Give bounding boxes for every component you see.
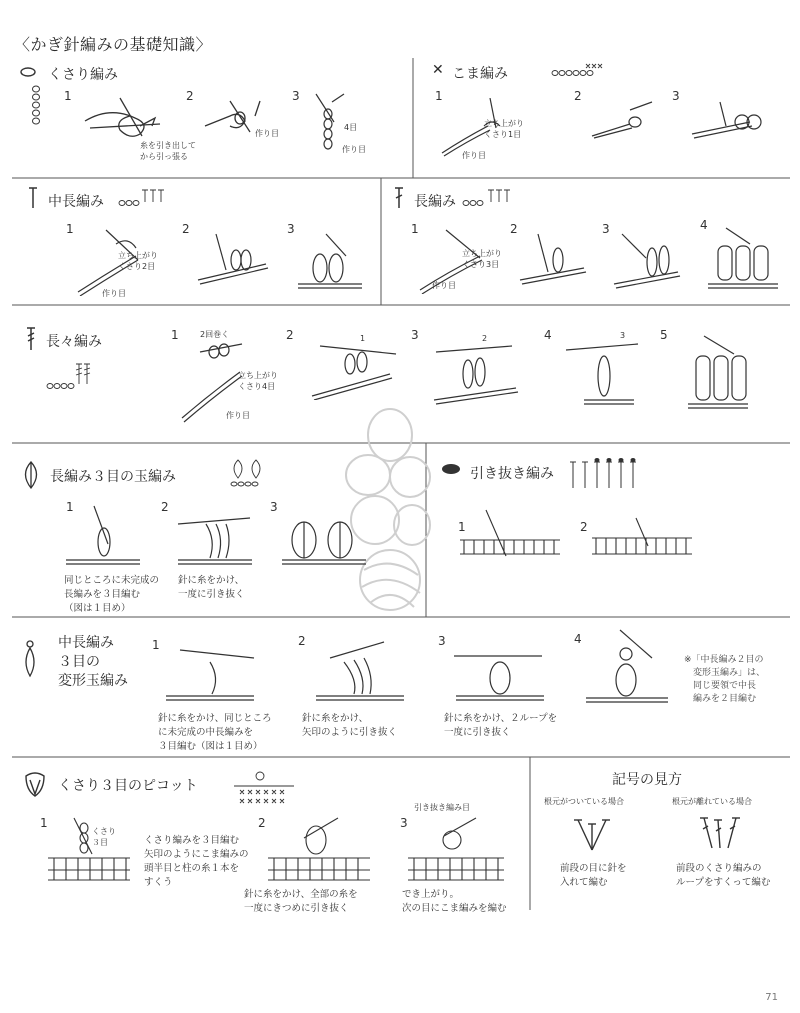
page-title: 〈かぎ針編みの基礎知識〉 bbox=[14, 35, 213, 54]
bobble-title: 長編み３目の玉編み bbox=[50, 469, 176, 485]
picot-caption-2: 針に糸をかけ、全部の糸を 一度にきつめに引き抜く bbox=[244, 889, 358, 914]
puff-step-2: 2 bbox=[298, 634, 306, 648]
separate-base-symbol-icon bbox=[698, 814, 742, 854]
half-double-title: 中長編み bbox=[48, 194, 104, 210]
half-double-step-2: 2 bbox=[182, 222, 190, 236]
chain-step-1: 1 bbox=[64, 89, 72, 103]
chain-label-foundation-2: 作り目 bbox=[342, 145, 366, 154]
puff-symbol-icon bbox=[20, 640, 40, 680]
treble-label-foundation: 作り目 bbox=[226, 411, 250, 420]
picot-step3-figure bbox=[404, 814, 508, 884]
treble-step2-figure bbox=[310, 340, 400, 400]
treble-row-icon bbox=[46, 360, 96, 390]
single-title: こま編み bbox=[452, 66, 508, 82]
treble-step-2: 2 bbox=[286, 328, 294, 342]
double-symbol-icon bbox=[392, 186, 406, 210]
bobble-caption-1: 同じところに未完成の 長編みを３目編む （図は１目め） bbox=[64, 575, 160, 614]
puff-step3-figure bbox=[450, 640, 550, 706]
symbols-col1-heading: 根元がついている場合 bbox=[544, 797, 624, 806]
single-label-foundation: 作り目 bbox=[462, 151, 486, 160]
puff-step-1: 1 bbox=[152, 638, 160, 652]
puff-step4-figure bbox=[582, 628, 672, 708]
double-step-4: 4 bbox=[700, 218, 708, 232]
treble-step4-figure bbox=[564, 336, 644, 406]
double-row-icon bbox=[462, 188, 518, 208]
page-number: 71 bbox=[765, 992, 778, 1003]
picot-label-chain3: くさり ３目 bbox=[92, 827, 116, 847]
bobble-step-1: 1 bbox=[66, 500, 74, 514]
puff-title: 中長編み ３目の 変形玉編み bbox=[58, 635, 128, 689]
chain-label-foundation: 作り目 bbox=[255, 129, 279, 138]
half-double-step-3: 3 bbox=[287, 222, 295, 236]
single-label-turning: 立ち上がり くさり1目 bbox=[484, 119, 524, 139]
slip-step-2: 2 bbox=[580, 520, 588, 534]
chain-column-icon bbox=[30, 84, 42, 128]
picot-step-2: 2 bbox=[258, 816, 266, 830]
half-double-step3-figure bbox=[296, 232, 366, 292]
puff-caption-2: 針に糸をかけ、 矢印のように引き抜く bbox=[302, 713, 398, 738]
picot-step2-figure bbox=[264, 814, 374, 884]
bobble-step3-figure bbox=[280, 504, 370, 570]
treble-step-5: 5 bbox=[660, 328, 668, 342]
picot-step-3: 3 bbox=[400, 816, 408, 830]
double-label-foundation: 作り目 bbox=[432, 281, 456, 290]
puff-step1-figure bbox=[160, 644, 260, 708]
bobble-step1-figure bbox=[64, 504, 144, 570]
picot-caption-3: でき上がり。 次の目にこま編みを編む bbox=[402, 889, 507, 914]
slip-title: 引き抜き編み bbox=[470, 466, 554, 482]
treble-symbol-icon bbox=[24, 326, 38, 352]
joined-base-symbol-icon bbox=[572, 816, 612, 856]
treble-step-3: 3 bbox=[411, 328, 419, 342]
picot-title: くさり３目のピコット bbox=[58, 778, 198, 794]
double-step-1: 1 bbox=[411, 222, 419, 236]
bobble-caption-2: 針に糸をかけ、 一度に引き抜く bbox=[178, 575, 245, 600]
single-step-1: 1 bbox=[435, 89, 443, 103]
treble-label-step-3: 3 bbox=[620, 331, 626, 340]
single-symbol-icon: ✕ bbox=[432, 62, 444, 78]
puff-caption-3: 針に糸をかけ、２ループを 一度に引き抜く bbox=[444, 713, 558, 738]
puff-step2-figure bbox=[310, 640, 410, 706]
treble-label-turning: 立ち上がり くさり4目 bbox=[238, 371, 278, 391]
single-step2-figure bbox=[590, 100, 660, 140]
puff-caption-1: 針に糸をかけ、同じところ に未完成の中長編みを ３目編む（図は１目め） bbox=[158, 713, 272, 752]
symbols-col2-caption: 前段のくさり編みの ループをすくって編む bbox=[676, 863, 771, 888]
picot-row-icon bbox=[232, 770, 298, 808]
double-step-2: 2 bbox=[510, 222, 518, 236]
picot-symbol-icon bbox=[22, 770, 48, 798]
slip-symbol-icon bbox=[440, 462, 462, 476]
chain-symbol-icon bbox=[18, 66, 38, 78]
slip-step2-figure bbox=[588, 516, 698, 566]
slip-step-1: 1 bbox=[458, 520, 466, 534]
double-step4-figure bbox=[706, 226, 780, 292]
single-step-3: 3 bbox=[672, 89, 680, 103]
bobble-symbol-icon bbox=[18, 460, 44, 490]
single-step-2: 2 bbox=[574, 89, 582, 103]
single-step3-figure bbox=[690, 100, 770, 140]
double-step3-figure bbox=[612, 232, 682, 292]
treble-label-step-1: 1 bbox=[360, 334, 366, 343]
puff-step-3: 3 bbox=[438, 634, 446, 648]
puff-step-4: 4 bbox=[574, 632, 582, 646]
half-double-symbol-icon bbox=[26, 186, 40, 210]
chain-label-4: 4目 bbox=[344, 123, 358, 132]
double-label-turning: 立ち上がり くさり3目 bbox=[462, 249, 502, 269]
picot-step-1: 1 bbox=[40, 816, 48, 830]
bobble-step-3: 3 bbox=[270, 500, 278, 514]
bobble-step2-figure bbox=[176, 504, 256, 570]
picot-step1-figure bbox=[44, 814, 134, 884]
half-double-label-turning: 立ち上がり くさり2目 bbox=[118, 251, 158, 271]
chain-title: くさり編み bbox=[48, 67, 118, 83]
symbols-col2-heading: 根元が離れている場合 bbox=[672, 797, 752, 806]
puff-note: ※「中長編み２目の 変形玉編み」は、 同じ要領で中長 編みを２目編む bbox=[684, 655, 766, 704]
treble-step5-figure bbox=[684, 334, 754, 414]
single-row-icon bbox=[550, 62, 610, 78]
half-double-step2-figure bbox=[196, 230, 276, 290]
double-step-3: 3 bbox=[602, 222, 610, 236]
slip-step1-figure bbox=[456, 506, 566, 570]
half-double-step-1: 1 bbox=[66, 222, 74, 236]
treble-label-wrap-twice: 2回巻く bbox=[200, 330, 230, 339]
half-double-label-foundation: 作り目 bbox=[102, 289, 126, 298]
double-step2-figure bbox=[518, 232, 588, 288]
symbols-col1-caption: 前段の目に針を 入れて編む bbox=[560, 863, 627, 888]
slip-row-icon bbox=[566, 458, 638, 492]
treble-step3-figure bbox=[432, 340, 522, 406]
chain-step-2: 2 bbox=[186, 89, 194, 103]
symbols-title: 記号の見方 bbox=[612, 772, 682, 788]
bobble-step-2: 2 bbox=[161, 500, 169, 514]
chain-step-3: 3 bbox=[292, 89, 300, 103]
bobble-row-icon bbox=[228, 458, 268, 488]
half-double-row-icon bbox=[118, 188, 168, 208]
treble-title: 長々編み bbox=[46, 334, 102, 350]
double-title: 長編み bbox=[414, 194, 456, 210]
chain-label-pull: 糸を引き出して から引っ張る bbox=[140, 141, 196, 161]
picot-label-slip: 引き抜き編み目 bbox=[414, 803, 470, 812]
picot-caption-1: くさり編みを３目編む 矢印のようにこま編みの 頭半目と柱の糸１本を すくう bbox=[144, 835, 249, 888]
treble-step-1: 1 bbox=[171, 328, 179, 342]
treble-label-step-2: 2 bbox=[482, 334, 488, 343]
treble-step-4: 4 bbox=[544, 328, 552, 342]
